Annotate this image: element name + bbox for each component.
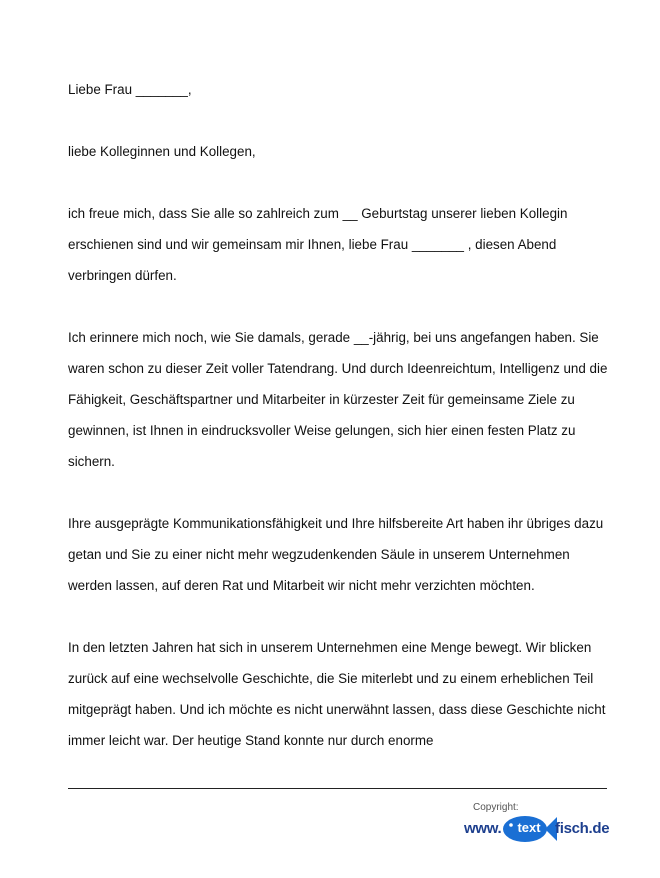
paragraph: ich freue mich, dass Sie alle so zahlreich zum __ Geburtstag unserer lieben Kollegin erschienen sind und wir gemeinsam mir Ihnen, liebe Frau _______ , diesen Abend verbringen dürfen. [68, 206, 568, 283]
letter-body [68, 74, 613, 756]
paragraph: In den letzten Jahren hat sich in unserem Unternehmen eine Menge bewegt. Wir blicken zurück auf eine wechselvolle Geschichte, die Sie miterlebt und zu einem erheblichen Teil mitgeprägt haben. Und ich möchte es nicht unerwähnt lassen, dass diese Geschichte nicht immer leicht war. Der heutige Stand konnte nur durch enorme [68, 640, 606, 748]
textfisch-logo [464, 812, 610, 844]
logo-suffix: fisch.de [555, 820, 610, 837]
salutation: Liebe Frau _______, [68, 82, 192, 97]
paragraph: Ihre ausgeprägte Kommunikationsfähigkeit und Ihre hilfsbereite Art haben ihr übriges dazu getan und Sie zu einer nicht mehr wegzudenkenden Säule in unserem Unternehmen werden lassen, auf deren Rat und Mitarbeit wir nicht mehr verzichten möchten. [68, 516, 604, 593]
logo-fish-word: text [517, 820, 541, 835]
footer-divider [68, 788, 607, 789]
paragraph: Ich erinnere mich noch, wie Sie damals, gerade __-jährig, bei uns angefangen haben. Sie waren schon zu dieser Zeit voller Tatendrang. Und durch Ideenreichtum, Intelligenz und die Fähigkeit, Geschäftspartner und Mitarbeiter in kürzester Zeit für gemeinsame Ziele zu gewinnen, ist Ihnen in eindrucksvoller Weise gelungen, sich hier einen festen Platz zu sichern. [68, 330, 608, 469]
copyright-label: Copyright: [473, 802, 519, 813]
logo-prefix: www. [464, 820, 502, 837]
greeting: liebe Kolleginnen und Kollegen, [68, 144, 256, 159]
